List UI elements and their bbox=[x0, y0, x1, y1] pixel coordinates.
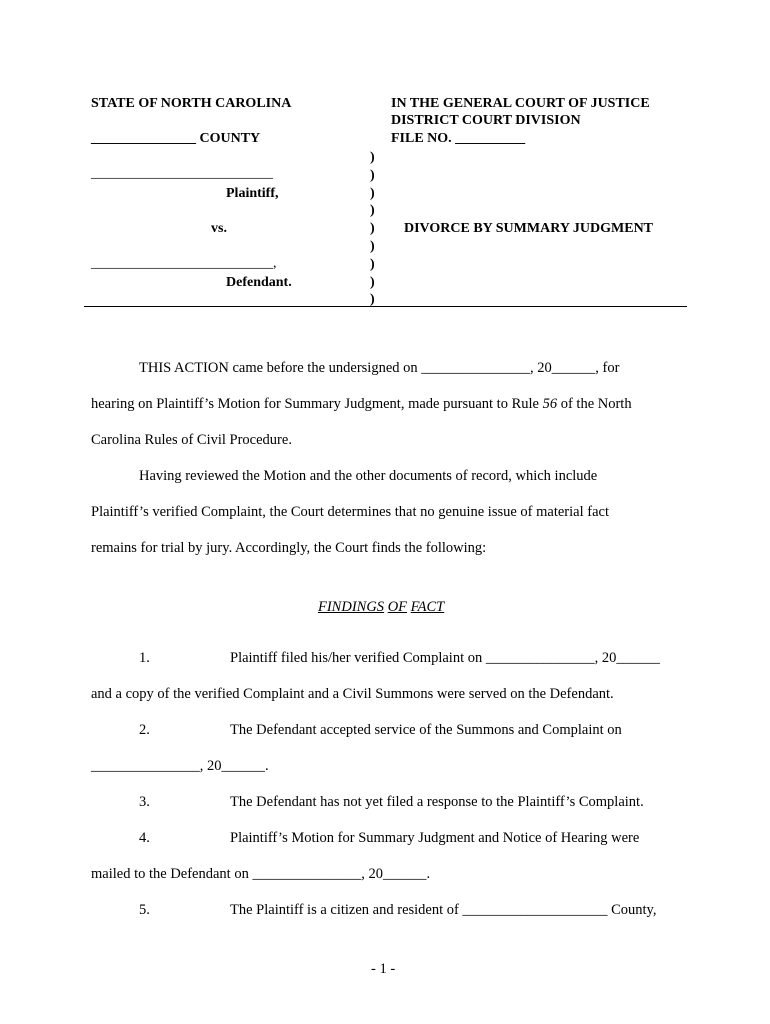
state-label: STATE OF NORTH CAROLINA bbox=[91, 96, 292, 111]
finding-4-number: 4. bbox=[139, 830, 150, 846]
paragraph-1-line-3: Carolina Rules of Civil Procedure. bbox=[91, 432, 292, 448]
caption-paren: ) bbox=[370, 275, 375, 290]
caption-paren: ) bbox=[370, 239, 375, 254]
finding-5-number: 5. bbox=[139, 902, 150, 918]
caption-paren: ) bbox=[370, 221, 375, 236]
caption-paren: ) bbox=[370, 292, 375, 307]
file-number: FILE NO. __________ bbox=[391, 131, 526, 146]
paragraph-1-line-2: hearing on Plaintiff’s Motion for Summary Judgment, made pursuant to Rule 56 of the North bbox=[91, 396, 632, 412]
plaintiff-label: Plaintiff, bbox=[226, 186, 279, 201]
finding-1-number: 1. bbox=[139, 650, 150, 666]
finding-3-number: 3. bbox=[139, 794, 150, 810]
paragraph-2-line-3: remains for trial by jury. Accordingly, the Court finds the following: bbox=[91, 540, 487, 556]
paragraph-2-line-2: Plaintiff’s verified Complaint, the Court determines that no genuine issue of material fact bbox=[91, 504, 609, 520]
caption-paren: ) bbox=[370, 186, 375, 201]
defendant-label: Defendant. bbox=[226, 275, 292, 290]
county-line: _______________ COUNTY bbox=[91, 131, 261, 146]
caption-paren: ) bbox=[370, 257, 375, 272]
plaintiff-name-blank: __________________________ bbox=[91, 166, 273, 181]
vs-label: vs. bbox=[211, 221, 227, 236]
finding-2-line-1: The Defendant accepted service of the Summons and Complaint on bbox=[230, 722, 622, 738]
court-line-1: IN THE GENERAL COURT OF JUSTICE bbox=[391, 96, 650, 111]
document-title: DIVORCE BY SUMMARY JUDGMENT bbox=[404, 221, 654, 236]
rule-number: 56 bbox=[542, 396, 558, 412]
caption-divider bbox=[84, 306, 687, 307]
finding-3-line-1: The Defendant has not yet filed a response to the Plaintiff’s Complaint. bbox=[230, 794, 644, 810]
finding-1-line-2: and a copy of the verified Complaint and a Civil Summons were served on the Defendant. bbox=[91, 686, 614, 702]
caption-paren: ) bbox=[370, 150, 375, 165]
court-line-2: DISTRICT COURT DIVISION bbox=[391, 113, 581, 128]
finding-2-line-2: _______________, 20______. bbox=[91, 758, 269, 774]
finding-4-line-2: mailed to the Defendant on _______________, 20______. bbox=[91, 866, 431, 882]
paragraph-1-line-1: THIS ACTION came before the undersigned on _______________, 20______, for bbox=[139, 360, 620, 376]
page-number: - 1 - bbox=[371, 961, 396, 977]
paragraph-2-line-1: Having reviewed the Motion and the other documents of record, which include bbox=[139, 468, 598, 484]
finding-5-line-1: The Plaintiff is a citizen and resident of ____________________ County, bbox=[230, 902, 657, 918]
caption-paren: ) bbox=[370, 168, 375, 183]
caption-paren: ) bbox=[370, 203, 375, 218]
finding-1-line-1: Plaintiff filed his/her verified Complaint on _______________, 20______ bbox=[230, 650, 660, 666]
findings-heading: FINDINGS OF FACT bbox=[318, 599, 445, 615]
finding-2-number: 2. bbox=[139, 722, 150, 738]
defendant-name-blank: __________________________, bbox=[91, 256, 277, 271]
finding-4-line-1: Plaintiff’s Motion for Summary Judgment and Notice of Hearing were bbox=[230, 830, 640, 846]
